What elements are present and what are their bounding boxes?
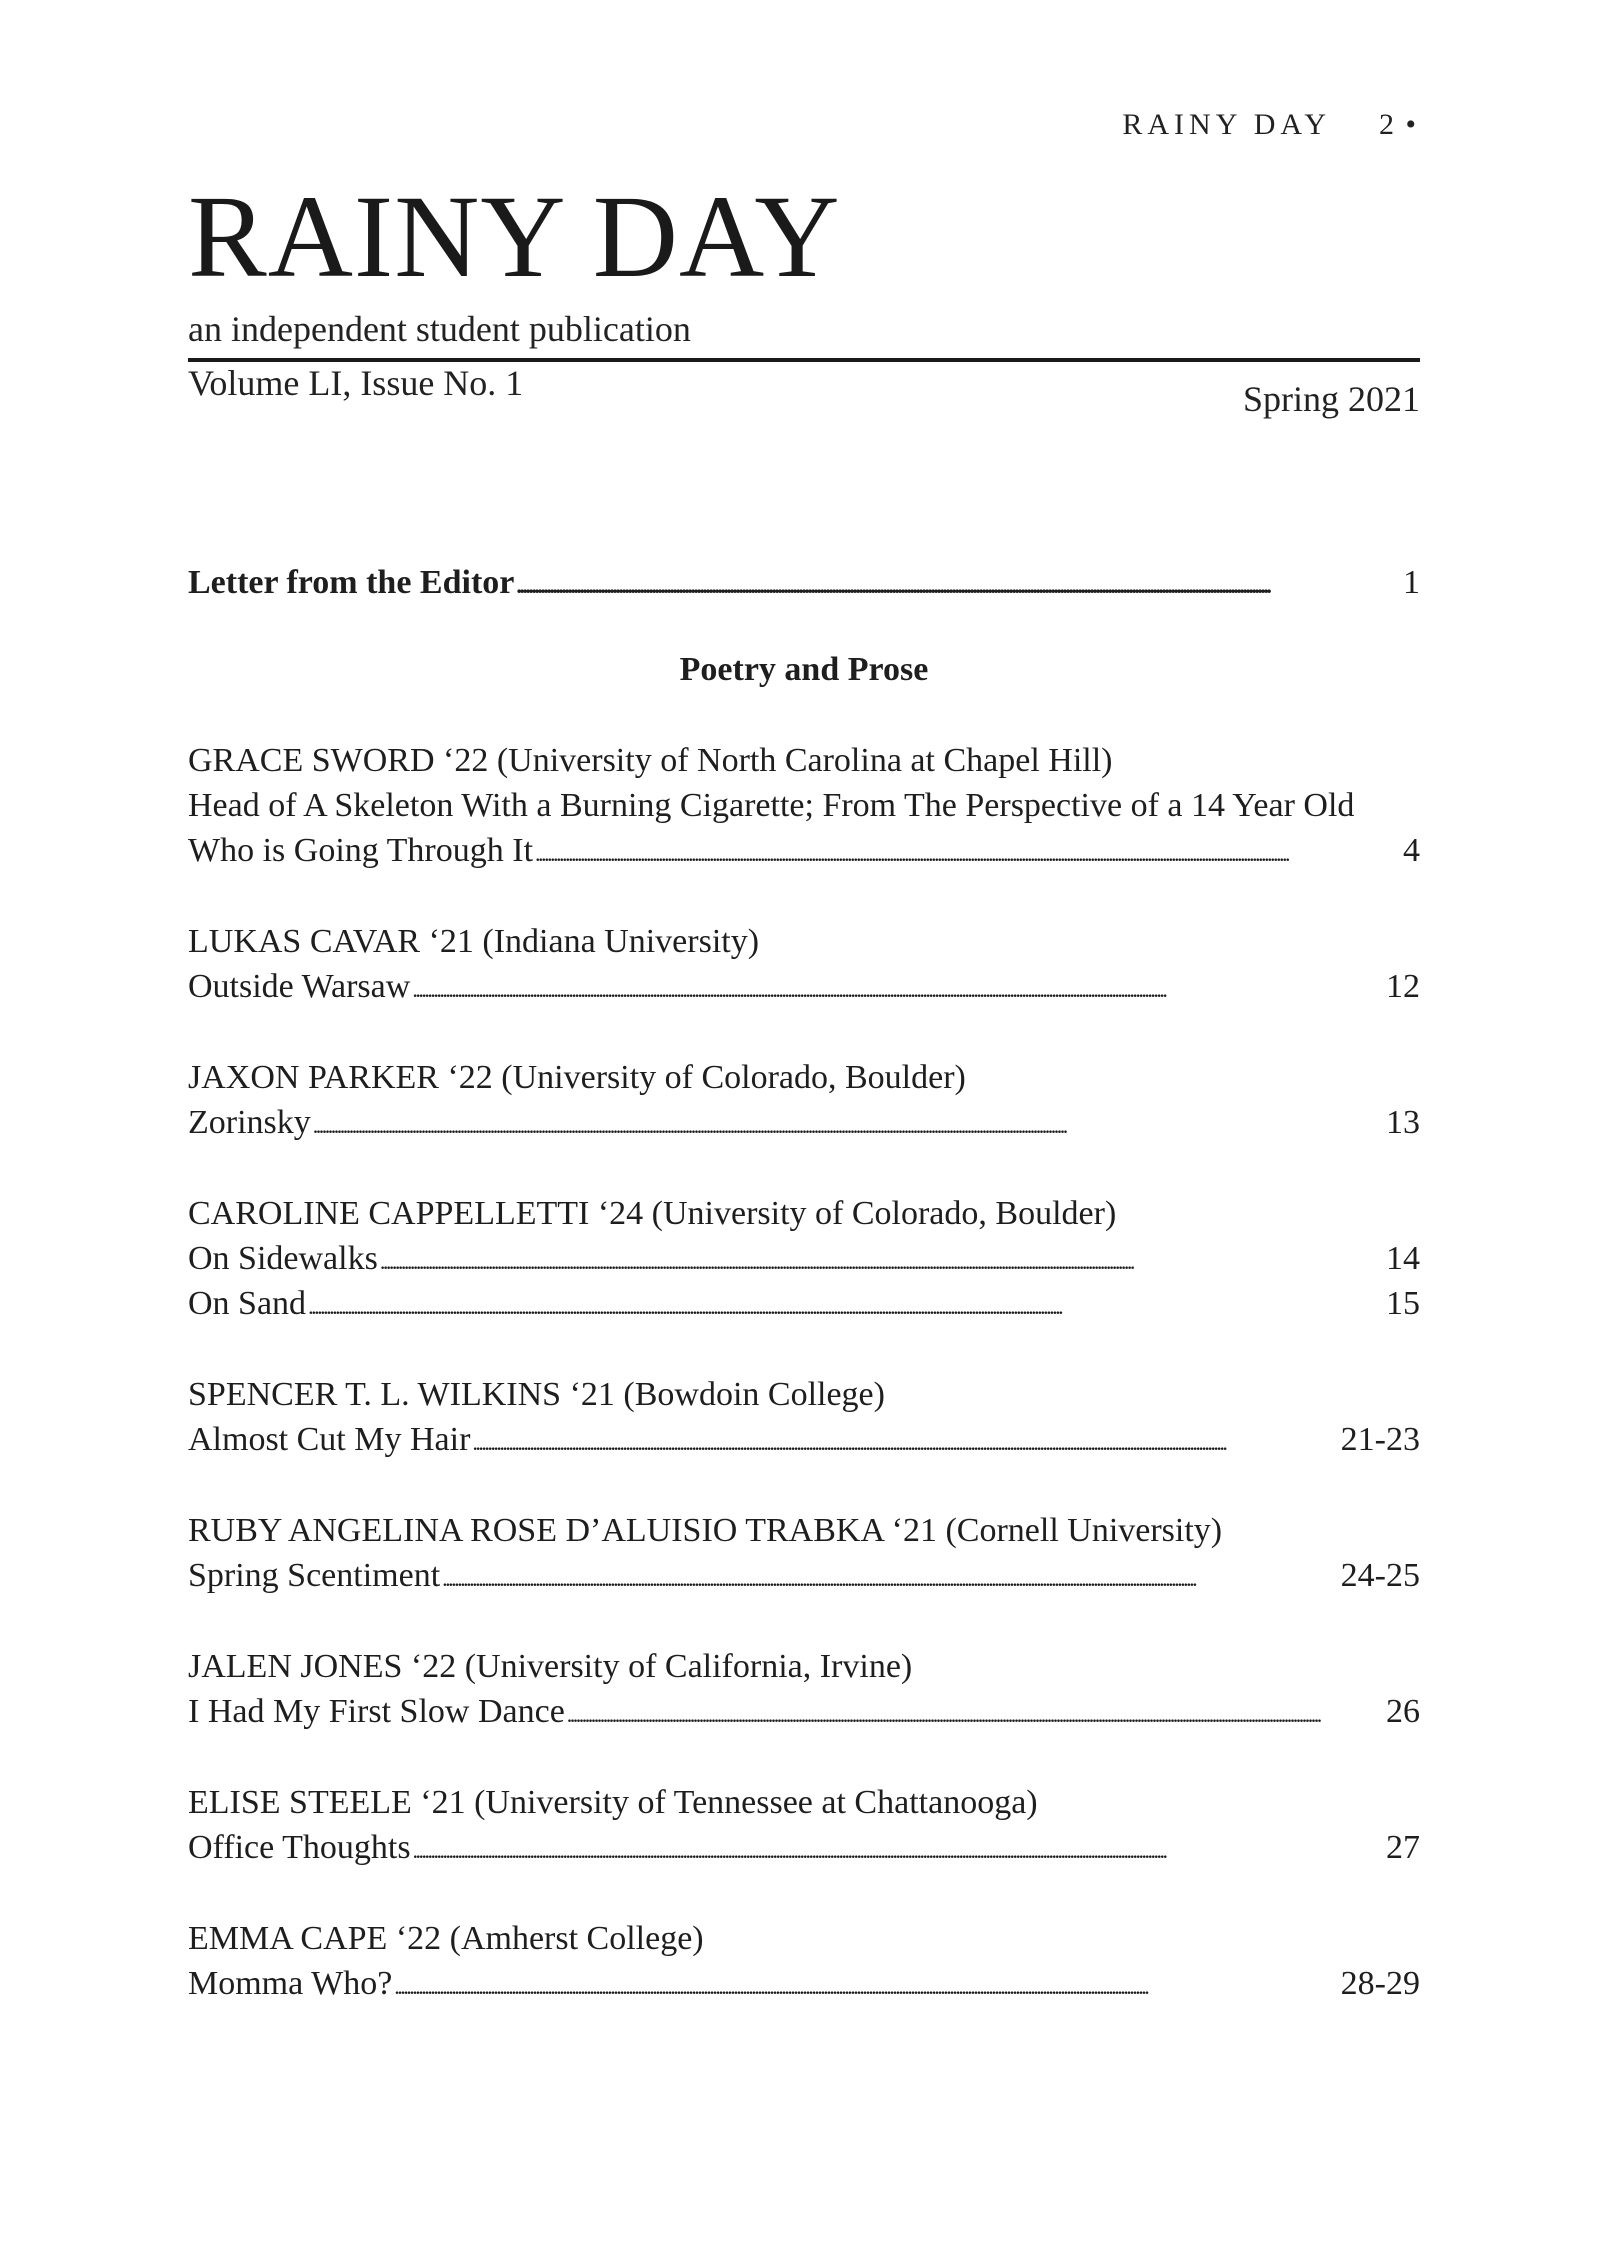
toc-entry-page: 15 — [1386, 1285, 1420, 1322]
toc-entry-title: On Sand — [188, 1285, 307, 1322]
dot-leader — [380, 1236, 1384, 1284]
masthead-tagline: an independent student publication — [188, 309, 691, 349]
toc-entry — [188, 1191, 1420, 1326]
toc-entry-title-first-line: Head of A Skeleton With a Burning Cigarette; From The Perspective of a 14 Year Old — [188, 787, 1355, 824]
dot-leader — [412, 964, 1384, 1012]
toc-entry-author: SPENCER T. L. WILKINS ‘21 (Bowdoin College) — [188, 1376, 885, 1413]
toc-letter-title: Letter from the Editor — [188, 564, 515, 601]
toc-entry-page: 21-23 — [1340, 1421, 1420, 1458]
toc-entry-title: Who is Going Through It — [188, 832, 534, 869]
dot-leader — [567, 1689, 1384, 1737]
dot-leader — [313, 1100, 1384, 1148]
toc-entry — [188, 1644, 1420, 1734]
dot-leader — [413, 1825, 1384, 1873]
running-header-title: RAINY DAY — [1122, 108, 1331, 141]
toc-entry-author: ELISE STEELE ‘21 (University of Tennessee at Chattanooga) — [188, 1784, 1038, 1821]
toc-entry-title: On Sidewalks — [188, 1240, 378, 1277]
toc-entry-author: GRACE SWORD ‘22 (University of North Carolina at Chapel Hill) — [188, 742, 1113, 779]
toc-entry — [188, 919, 1420, 1009]
dot-leader — [535, 828, 1401, 876]
toc-entry-title: Zorinsky — [188, 1104, 311, 1141]
toc-entry-title-row — [188, 1281, 1420, 1326]
toc-entry-title: Spring Scentiment — [188, 1557, 441, 1594]
toc-entry-title-row — [188, 1100, 1420, 1145]
toc-entry-page: 4 — [1403, 832, 1420, 869]
toc-entry-title-row — [188, 964, 1420, 1009]
toc-entry — [188, 1916, 1420, 2006]
toc-entries — [188, 738, 1420, 2006]
toc-entry — [188, 1372, 1420, 1462]
running-header-page-number: 2 • — [1378, 108, 1418, 141]
masthead-title: RAINY DAY — [188, 171, 841, 302]
toc-entry-author: CAROLINE CAPPELLETTI ‘24 (University of Colorado, Boulder) — [188, 1195, 1117, 1232]
toc-entry-title-row — [188, 1553, 1420, 1598]
dot-leader — [394, 1961, 1338, 2009]
toc-entry-title: Momma Who? — [188, 1965, 393, 2002]
toc-entry-author: RUBY ANGELINA ROSE D’ALUISIO TRABKA ‘21 (Cornell University) — [188, 1512, 1223, 1549]
toc-entry-title-row — [188, 1961, 1420, 2006]
toc-entry-title: Almost Cut My Hair — [188, 1421, 471, 1458]
toc-entry-title-row — [188, 1236, 1420, 1281]
toc-entry — [188, 1780, 1420, 1870]
section-heading: Poetry and Prose — [679, 651, 929, 688]
table-of-contents — [188, 560, 1420, 2006]
toc-entry-title-row — [188, 1689, 1420, 1734]
toc-entry-author: LUKAS CAVAR ‘21 (Indiana University) — [188, 923, 760, 960]
toc-entry-title-row — [188, 828, 1420, 873]
running-header — [1122, 108, 1418, 142]
toc-entry-page: 26 — [1386, 1693, 1420, 1730]
dot-leader — [472, 1417, 1338, 1465]
toc-entry-author: JALEN JONES ‘22 (University of California, Irvine) — [188, 1648, 913, 1685]
toc-letter-page: 1 — [1403, 564, 1420, 601]
toc-entry — [188, 738, 1420, 873]
toc-letter-entry — [188, 560, 1420, 605]
toc-entry-author: EMMA CAPE ‘22 (Amherst College) — [188, 1920, 704, 1957]
toc-entry-page: 24-25 — [1340, 1557, 1420, 1594]
toc-entry-title: Outside Warsaw — [188, 968, 411, 1005]
toc-entry-page: 27 — [1386, 1829, 1420, 1866]
dot-leader — [442, 1553, 1339, 1601]
toc-entry-author: JAXON PARKER ‘22 (University of Colorado, Boulder) — [188, 1059, 966, 1096]
masthead-volume: Volume LI, Issue No. 1 — [188, 363, 524, 403]
toc-entry-title: I Had My First Slow Dance — [188, 1693, 565, 1730]
toc-entry-page: 12 — [1386, 968, 1420, 1005]
dot-leader — [516, 560, 1401, 608]
toc-entry — [188, 1055, 1420, 1145]
masthead-season: Spring 2021 — [1242, 379, 1420, 419]
toc-entry-title-row — [188, 1417, 1420, 1462]
toc-entry-page: 13 — [1386, 1104, 1420, 1141]
toc-entry-title-row — [188, 1825, 1420, 1870]
toc-entry-title: Office Thoughts — [188, 1829, 411, 1866]
toc-entry-page: 28-29 — [1340, 1965, 1420, 2002]
toc-entry-page: 14 — [1386, 1240, 1420, 1277]
dot-leader — [308, 1281, 1384, 1329]
toc-entry — [188, 1508, 1420, 1598]
